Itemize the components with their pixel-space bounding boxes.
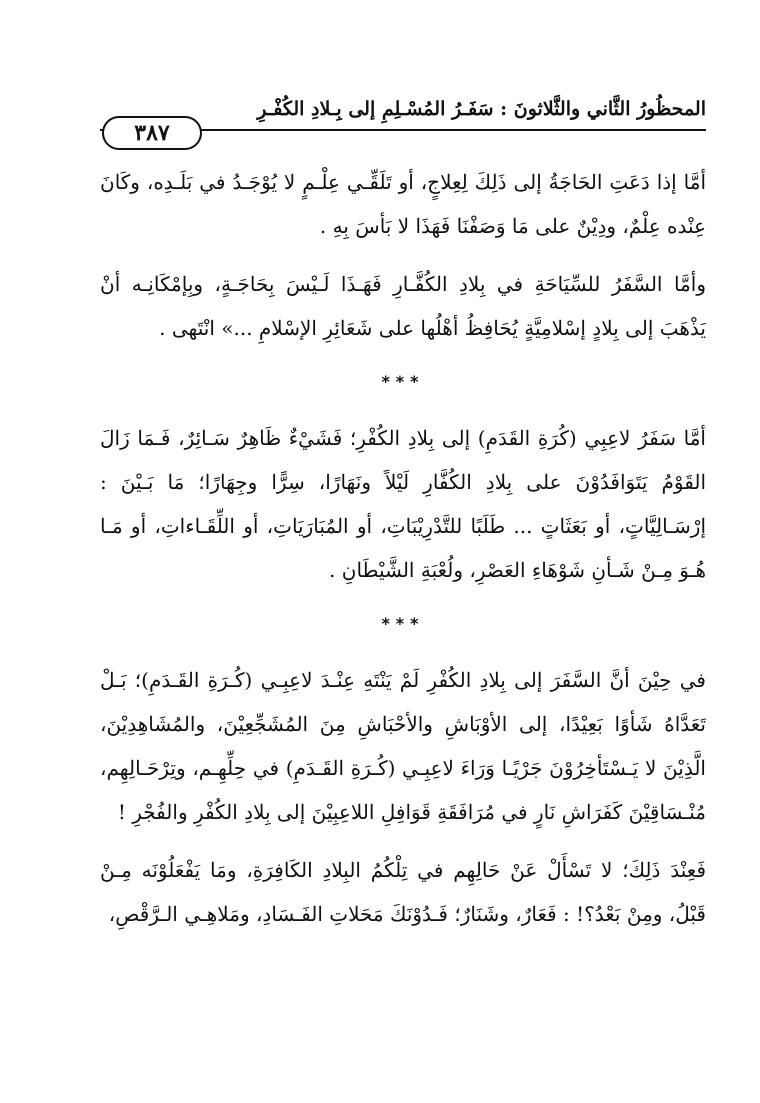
chapter-title: المحظُورُ الثَّاني والثَّلاثونَ : سَفَـرُ المُسْـلِمِ إلى بِـلادِ الكُفْـرِ xyxy=(257,98,706,120)
section-separator: *** xyxy=(381,372,425,391)
page-number-badge xyxy=(102,116,202,150)
paragraph: في حِيْنَ أنَّ السَّفَرَ إلى بِلادِ الكُفْرِ لَمْ يَنْتَهِ عِنْـدَ لاعِبِـي (كُـرَةِ القَـدَمِ)؛ بَـلْ تَعَدَّاهُ شَأوًا بَعِيْدًا، إلى الأوْبَاشِ والأحْبَاشِ مِنَ المُشَجِّعِيْنَ، والمُشَاهِدِيْنَ، الَّذِيْنَ لا يَـسْتَأخِرُوْنَ جَرْيًـا وَرَاءَ لاعِبِـي (كُـرَةِ القَـدَمِ) في حِلِّهِـم، وتِرْحَـالِهِم، مُنْـسَاقِيْنَ كَفَرَاشِ نَارٍ في مُرَافَقَةِ قَوَافِلِ اللاعِبِيْنَ إلى بِلادِ الكُفْرِ والفُجْرِ ! xyxy=(100,668,706,824)
page-body xyxy=(100,160,706,950)
paragraph: أمَّا سَفَرُ لاعِبِي (كُرَةِ القَدَمِ) إلى بِلادِ الكُفْرِ؛ فَشَيْءٌ ظَاهِرٌ سَـائِرٌ، فَـمَا زَالَ القَوْمُ يَتَوَافَدُوْنَ على بِلادِ الكُفَّارِ لَيْلاً ونَهَارًا، سِرًّا وجِهَارًا؛ مَا بَـيْنَ : إرْسَـالِيَّاتٍ، أو بَعَثَاتٍ ... طَلَبًا للتَّدْرِيْبَاتِ، أو المُبَارَيَاتِ، أو اللِّقَـاءاتِ، أو مَـا هُـوَ مِـنْ شَـأنِ شَوْهَاءِ العَصْرِ، ولُعْبَةِ الشَّيْطَانِ . xyxy=(100,426,706,582)
paragraph: أمَّا إذا دَعَتِ الحَاجَةُ إلى ذَلِكَ لِعِلاجٍ، أو تَلَقِّـي عِلْـمٍ لا يُوْجَـدُ في بَلَـدِه، وكَانَ عِنْده عِلْمٌ، ودِيْنٌ على مَا وَصَفْنَا فَهَذَا لا بَأسَ بِهِ . xyxy=(100,170,706,238)
page-number: ٣٨٧ xyxy=(134,120,170,146)
paragraph: وأمَّا السَّفَرُ للسِّيَاحَةِ في بِلادِ الكُفَّـارِ فَهَـذَا لَـيْسَ بِحَاجَـةٍ، وبِإمْكَانِـه أنْ يَذْهَبَ إلى بِلادٍ إسْلامِيَّةٍ يُحَافِظُ أهْلُها على شَعَائِرِ الإسْلامِ ...» انْتَهى . xyxy=(100,272,706,340)
paragraph: فَعِنْدَ ذَلِكَ؛ لا تَسْأَلْ عَنْ حَالِهِم في تِلْكُمُ البِلادِ الكَافِرَةِ، ومَا يَفْعَلُوْنَه مِـنْ قَبْلُ، ومِنْ بَعْدُ؟! : فَعَارٌ، وشَنَارٌ؛ فَـدُوْنَكَ مَحَلاتِ الفَـسَادِ، ومَلاهِـي الـرَّقْصِ، xyxy=(100,858,706,926)
section-separator: *** xyxy=(381,614,425,633)
